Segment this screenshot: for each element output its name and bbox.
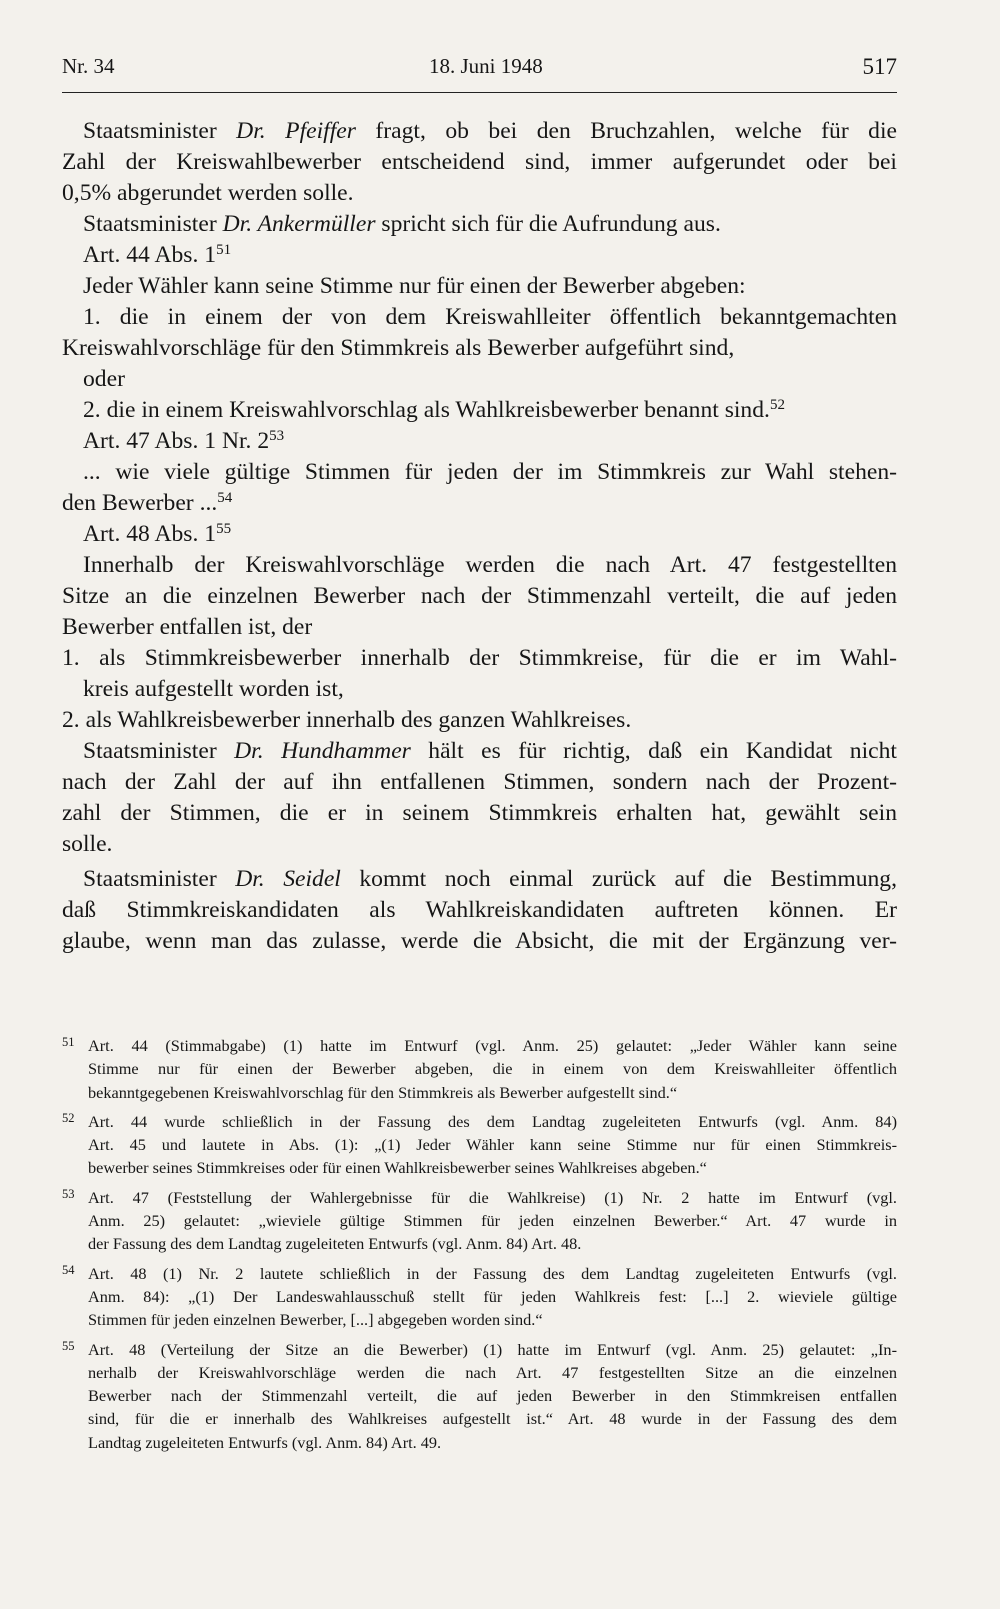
footnote-number: 53: [62, 1186, 75, 1201]
page-number: 517: [862, 54, 897, 79]
quoted-law-text: Jeder Wähler kann seine Stimme nur für einen der Bewerber abgeben:: [83, 273, 746, 299]
paragraph: Staatsminister Dr. Pfeiffer fragt, ob bei den Bruchzahlen, welche für die Zahl der Kreiswahlbewerber entscheidend sind, immer aufgerundet oder bei 0,5% abgerundet werden solle.: [62, 118, 897, 206]
running-header: [62, 52, 897, 93]
main-text: [62, 116, 897, 957]
list-item: 1. als Stimmkreisbewerber innerhalb der Stimmkreise, für die er im Wahl- kreis aufgestellt worden ist,: [62, 645, 897, 702]
header-date: 18. Juni 1948: [429, 54, 543, 78]
paragraph: Staatsminister Dr. Hundhammer hält es für richtig, daß ein Kandidat nicht nach der Zahl der auf ihn entfallenen Stimmen, sondern nach der Prozent- zahl der Stimmen, die er in seinem Stimmkreis erhalten hat, gewählt sein solle.: [62, 738, 897, 857]
paragraph: Staatsminister Dr. Seidel kommt noch einmal zurück auf die Bestimmung, daß Stimmkreiskandidaten als Wahlkreiskandidaten auftreten können. Er glaube, wenn man das zulasse, werde die Absicht, die mit der Ergänzung ver-: [62, 866, 897, 954]
footnotes: [62, 1034, 897, 1454]
footnote-53: 53 Art. 47 (Feststellung der Wahlergebnisse für die Wahlkreise) (1) Nr. 2 hatte im Entwurf (vgl. Anm. 25) gelautet: „wieviele gültige Stimmen für jeden einzelnen Bewerber.“ Art. 47 wurde in der Fassung des dem Landtag zugeleiteten Entwurfs (vgl. Anm. 84) Art. 48.: [62, 1186, 897, 1256]
quoted-law-text: ... wie viele gültige Stimmen für jeden der im Stimmkreis zur Wahl stehen- den Bewerber ...$^{54}$: [62, 459, 897, 516]
footnote-ref: 51: [216, 242, 232, 258]
article-reference: Art. 44 Abs. $1^{51}$: [83, 242, 232, 268]
paragraph: Staatsminister Dr. Ankermüller spricht sich für die Aufrundung aus.: [83, 211, 721, 237]
footnote-number: 51: [62, 1035, 75, 1049]
footnote-51: 51 Art. 44 (Stimmabgabe) (1) hatte im Entwurf (vgl. Anm. 25) gelautet: „Jeder Wähler kann seine Stimme nur für einen der Bewerber abgeben, die in einem von dem Kreiswahlleiter öffentlich bekanntgegebenen Kreiswahlvorschlag für den Stimmkreis als Bewerber aufgestellt sind.“: [62, 1034, 897, 1104]
quoted-law-text: Innerhalb der Kreiswahlvorschläge werden die nach Art. 47 festgestellten Sitze an die einzelnen Bewerber nach der Stimmenzahl verteilt, die auf jeden Bewerber entfallen ist, der: [62, 552, 897, 640]
footnote-55: 55 Art. 48 (Verteilung der Sitze an die Bewerber) (1) hatte im Entwurf (vgl. Anm. 25) gelautet: „In- nerhalb der Kreiswahlvorschläge werden die nach Art. 47 festgestellten Sitze an die einzelnen Bewerber nach der Stimmenzahl verteilt, die auf jeden Bewerber in den Stimmkreisen entfallen sind, für die er innerhalb des Wahlkreises aufgestellt ist.“ Art. 48 wurde in der Fassung des dem Landtag zugeleiteten Entwurfs (vgl. Anm. 84) Art. 49.: [62, 1338, 897, 1454]
footnote-number: 52: [62, 1110, 75, 1125]
article-reference: Art. 47 Abs. 1 Nr. $2^{53}$: [83, 428, 285, 454]
list-item: 1. die in einem der von dem Kreiswahlleiter öffentlich bekanntgemachten Kreiswahlvorschläge für den Stimmkreis als Bewerber aufgeführt sind,: [62, 304, 897, 361]
issue-number: Nr. 34: [62, 54, 115, 78]
list-item: 2. als Wahlkreisbewerber innerhalb des ganzen Wahlkreises.: [62, 707, 632, 733]
article-reference: Art. 48 Abs. $1^{55}$: [83, 521, 232, 547]
footnote-number: 55: [62, 1338, 75, 1353]
list-connector: oder: [83, 366, 125, 392]
footnote-54: 54 Art. 48 (1) Nr. 2 lautete schließlich in der Fassung des dem Landtag zugeleiteten Entwurfs (vgl. Anm. 84): „(1) Der Landeswahlausschuß stellt für jeden Wahlkreis fest: [...] 2. wieviele gültige Stimmen für jeden einzelnen Bewerber, [...] abgegeben worden sind.“: [62, 1262, 897, 1332]
list-item: 2. die in einem Kreiswahlvorschlag als Wahlkreisbewerber benannt sind.$^{52}$: [83, 397, 785, 423]
footnote-number: 54: [62, 1262, 75, 1277]
footnote-52: 52 Art. 44 wurde schließlich in der Fassung des dem Landtag zugeleiteten Entwurfs (vgl. Anm. 84) Art. 45 und lautete in Abs. (1): „(1) Jeder Wähler kann seine Stimme nur für einen Stimmkreis- bewerber seines Stimmkreises oder für einen Wahlkreisbewerber seines Wahlkreises abgeben.“: [62, 1110, 897, 1180]
